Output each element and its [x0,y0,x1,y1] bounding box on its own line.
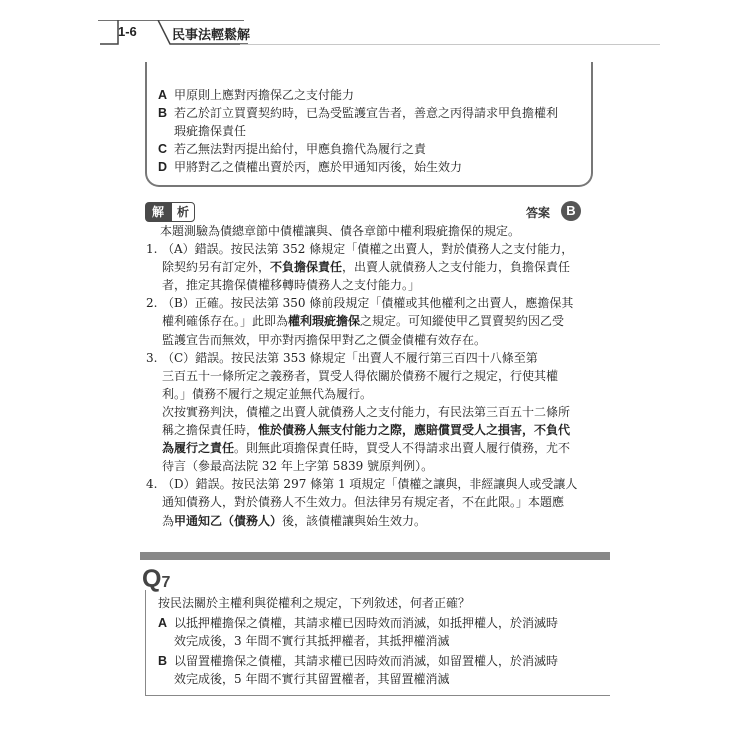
analysis-line [162,421,570,439]
q7-option-b [158,652,598,688]
body-text: 待言（參最高法院 32 年上字第 5839 號原判例）。 [162,459,434,474]
analysis-line [162,276,420,294]
analysis-line [162,331,486,349]
body-text: 三百五十一條所定之義務者，買受人得依關於債務不履行之規定，行使其權 [162,368,559,383]
analysis-intro: 本題測驗為債總章節中債權讓與、債各章節中權利瑕疵擔保的規定。 [160,224,521,238]
body-text: 稱之擔保責任時， [162,423,259,437]
body-text: 次按實務判決，債權之出賣人就債務人之支付能力，有民法第三百五十二條所 [162,404,571,419]
analysis-line [162,349,538,367]
analysis-line [162,258,570,276]
analysis-line [162,312,564,330]
analysis-line [162,512,426,530]
question-separator [140,552,610,560]
option-letter: A [158,88,168,102]
body-text: 利。」債務不履行之規定並無代為履行。 [162,386,373,401]
analysis-badge-second: 析 [171,202,195,222]
answer-label: 答案 [526,206,551,220]
question-label-letter: Q [142,565,162,593]
analysis-line [162,385,372,403]
emphasis-text: 惟於債務人無支付能力之際，應賠償買受人之損害，不負代 [258,423,571,437]
analysis-badge-first: 解 [145,202,171,222]
body-text: 權利確係存在。」此即為 [162,314,289,329]
chapter-number: 1-6 [118,24,137,39]
option-b [158,104,578,140]
emphasis-text: 為履行之責任 [162,441,235,456]
analysis-line [162,294,573,312]
emphasis-text: 不負擔保責任 [270,260,343,275]
body-text: （B）正確。按民法第 350 條前段規定「債權或其他權利之出賣人，應擔保其 [162,296,574,311]
q7-option-a [158,614,598,650]
option-c [158,140,578,158]
analysis-line [162,475,577,493]
body-text: 後，該債權讓與始生效力。 [282,513,427,528]
emphasis-text: 權利瑕疵擔保 [288,314,361,329]
analysis-item-number: 3. [146,350,158,365]
analysis-item-number: 2. [146,296,158,311]
analysis-item-number: 4. [146,477,158,492]
body-text: 之規定。可知縱使甲乙買賣契約因乙受 [360,314,565,329]
analysis-item-number: 1. [146,242,158,256]
option-letter: B [158,654,168,668]
option-letter: B [158,106,168,120]
option-letter: D [158,160,168,174]
option-a [158,86,578,104]
option-d [158,158,578,176]
analysis-line [162,493,564,511]
option-text: 以留置權擔保之債權，其請求權已因時效而消滅，如留置權人，於消滅時 效完成後，5 年間不實行其留置權者，其留置權消滅 [174,654,559,686]
option-letter: C [158,142,168,156]
option-text: 甲將對乙之債權出賣於丙，應於甲通知丙後，始生效力 [174,160,463,174]
body-text: （C）錯誤。按民法第 353 條規定「出賣人不履行第三百四十八條至第 [162,350,538,365]
body-text: 為 [162,513,175,528]
option-text: 甲原則上應對丙擔保乙之支付能力 [174,88,355,102]
question-label-number: 7 [161,574,171,591]
analysis-line [162,403,570,421]
emphasis-text: 甲通知乙（債務人） [174,513,283,528]
option-text: 若乙無法對丙提出給付，甲應負擔代為履行之責 [174,142,427,156]
body-text: 監護宣告而無效，甲亦對丙擔保甲對乙之價金債權有效存在。 [162,332,487,347]
analysis-line [162,367,558,385]
body-text: 除契約另有訂定外， [162,260,271,275]
question-7-stem: 按民法關於主權利與從權利之規定，下列敘述，何者正確？ [158,596,471,610]
body-text: ，出賣人就債務人之支付能力，負擔保責任 [342,260,571,275]
body-text: （D）錯誤。按民法第 297 條第 1 項規定「債權之讓與，非經讓與人或受讓人 [162,477,578,492]
body-text: （A）錯誤。按民法第 352 條規定「債權之出賣人，對於債務人之支付能力， [162,242,574,256]
body-text: 者，推定其擔保債權移轉時債務人之支付能力。」 [162,278,421,293]
body-text: 。則無此項擔保責任時，買受人不得請求出賣人履行債務，尤不 [234,441,571,456]
option-text: 若乙於訂立買賣契約時，已為受監護宣告者，善意之丙得請求甲負擔權利 瑕疵擔保責任 [174,106,559,138]
analysis-line [162,457,433,475]
header-rule [240,44,660,45]
option-text: 以抵押權擔保之債權，其請求權已因時效而消滅，如抵押權人，於消滅時 效完成後，3 年間不實行其抵押權者，其抵押權消滅 [174,616,559,648]
body-text: 通知債務人，對於債務人不生效力。但法律另有規定者，不在此限。」本題應 [162,495,565,510]
analysis-line [162,439,570,457]
book-title: 民事法輕鬆解 [172,28,251,43]
answer-letter: B [561,201,581,221]
analysis-line [162,240,573,258]
option-letter: A [158,616,168,630]
